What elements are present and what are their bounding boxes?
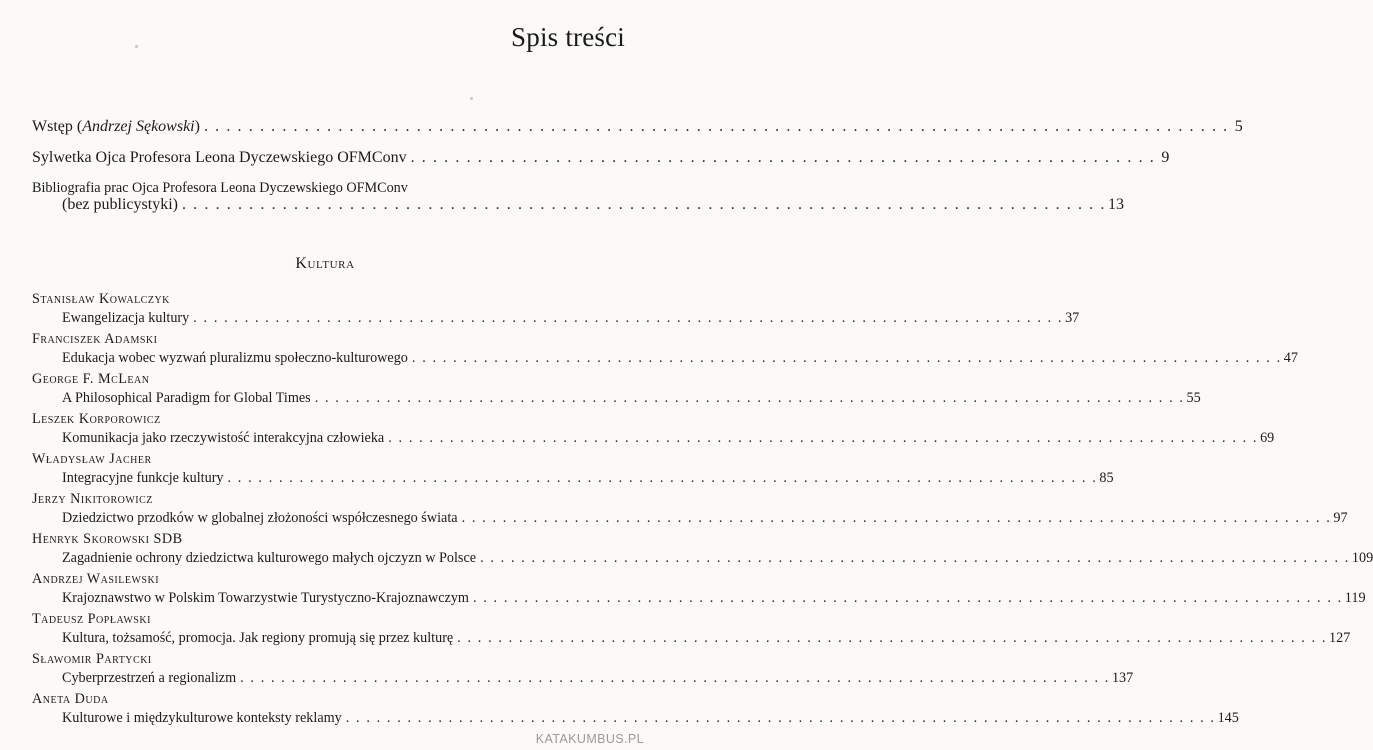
entry-author: Władysław Jacher <box>32 451 152 467</box>
entry-title: Kulturowe i międzykulturowe konteksty reklamy <box>62 710 342 726</box>
leader-dots: . . . . . . . . . . . . . . . . . . . . . . . . . . . . . . . . . . . . . . . . . . . . . . . . . . . . . . . . . . . . . . . . . . . . . . . . . . . . . . . . . . . . . <box>240 670 1110 686</box>
toc-entry <box>62 630 1351 647</box>
toc-entry <box>62 350 1298 367</box>
leader-dots: . . . . . . . . . . . . . . . . . . . . . . . . . . . . . . . . . . . . . . . . . . . . . . . . . . . . . . . . . . . . . . . . . . . . . . . . . . . . . . . . . . . . . . . . . . . . <box>203 118 1229 135</box>
leader-dots: . . . . . . . . . . . . . . . . . . . . . . . . . . . . . . . . . . . . . . . . . . . . . . . . . . . . . . . . . . . . . . . . . . . . . . . . . . . . . . . . . . . . . <box>388 430 1259 446</box>
toc-entry-wstep <box>32 118 1243 135</box>
entry-author: Andrzej Sękowski <box>82 118 195 135</box>
leader-dots: . . . . . . . . . . . . . . . . . . . . . . . . . . . . . . . . . . . . . . . . . . . . . . . . . . . . . . . . . . . . . . . . . . . . . . . . . . . . . . . . . . . . . <box>227 470 1098 486</box>
section-heading: Kultura <box>295 255 355 272</box>
toc-entry <box>62 310 1080 327</box>
page-number: 55 <box>1186 390 1201 406</box>
toc-entry <box>62 550 1373 567</box>
paper-speck <box>135 45 138 48</box>
leader-dots: . . . . . . . . . . . . . . . . . . . . . . . . . . . . . . . . . . . . . . . . . . . . . . . . . . . . . . . . . . . . . . . . . . . . . . . . . . . . . . . . . . . . . <box>411 350 1282 366</box>
toc-entry <box>62 470 1114 487</box>
entry-author: Leszek Korporowicz <box>32 411 161 427</box>
toc-entry-bibliografia-line1: Bibliografia prac Ojca Profesora Leona Dyczewskiego OFMConv <box>32 180 408 196</box>
entry-title: Kultura, tożsamość, promocja. Jak regiony promują się przez kulturę <box>62 630 454 646</box>
entry-author: Sławomir Partycki <box>32 651 152 667</box>
page-number: 145 <box>1217 710 1239 726</box>
leader-dots: . . . . . . . . . . . . . . . . . . . . . . . . . . . . . . . . . . . . . . . . . . . . . . . . . . . . . . . . . . . . . . . . . . . . . . . . . . . . . . . . . . . . . <box>314 390 1185 406</box>
paper-speck <box>470 97 473 100</box>
entry-title: Integracyjne funkcje kultury <box>62 470 224 486</box>
toc-entry <box>62 390 1201 407</box>
toc-entry <box>62 710 1239 727</box>
page-number: 9 <box>1161 149 1170 166</box>
entry-author: Franciszek Adamski <box>32 331 158 347</box>
leader-dots: . . . . . . . . . . . . . . . . . . . . . . . . . . . . . . . . . . . . . . . . . . . . . . . . . . . . . . . . . . . . . . . . . . . . . . . . . . . . . . . . . . . <box>181 196 1106 213</box>
entry-author: Stanisław Kowalczyk <box>32 291 170 307</box>
entry-author: Tadeusz Popławski <box>32 611 151 627</box>
leader-dots: . . . . . . . . . . . . . . . . . . . . . . . . . . . . . . . . . . . . . . . . . . . . . . . . . . . . . . . . . . . . . . . . . . . <box>410 149 1156 166</box>
entry-author: Andrzej Wasilewski <box>32 571 160 587</box>
toc-entry <box>62 670 1134 687</box>
entry-author: George F. McLean <box>32 371 150 387</box>
page-number: 97 <box>1333 510 1348 526</box>
toc-entry <box>62 510 1348 527</box>
entry-title: Cyberprzestrzeń a regionalizm <box>62 670 237 686</box>
page-number: 85 <box>1099 470 1114 486</box>
leader-dots: . . . . . . . . . . . . . . . . . . . . . . . . . . . . . . . . . . . . . . . . . . . . . . . . . . . . . . . . . . . . . . . . . . . . . . . . . . . . . . . . . . . . . <box>461 510 1332 526</box>
page-number: 13 <box>1107 196 1124 213</box>
entry-title: Dziedzictwo przodków w globalnej złożoności współczesnego świata <box>62 510 458 526</box>
leader-dots: . . . . . . . . . . . . . . . . . . . . . . . . . . . . . . . . . . . . . . . . . . . . . . . . . . . . . . . . . . . . . . . . . . . . . . . . . . . . . . . . . . . . . <box>480 550 1350 566</box>
page-number: 5 <box>1234 118 1243 135</box>
entry-title: Krajoznawstwo w Polskim Towarzystwie Turystyczno-Krajoznawczym <box>62 590 469 606</box>
toc-entry-bibliografia <box>62 196 1124 213</box>
page-title: Spis treści <box>511 22 625 52</box>
entry-title: (bez publicystyki) <box>62 196 178 213</box>
toc-entry <box>62 590 1366 607</box>
entry-title: Zagadnienie ochrony dziedzictwa kulturowego małych ojczyzn w Polsce <box>62 550 477 566</box>
entry-title: Wstęp (Andrzej Sękowski) <box>32 118 200 135</box>
entry-title: Edukacja wobec wyzwań pluralizmu społeczno-kulturowego <box>62 350 408 366</box>
page-number: 37 <box>1065 310 1080 326</box>
entry-title: A Philosophical Paradigm for Global Times <box>62 390 311 406</box>
toc-entry-sylwetka <box>32 149 1170 166</box>
leader-dots: . . . . . . . . . . . . . . . . . . . . . . . . . . . . . . . . . . . . . . . . . . . . . . . . . . . . . . . . . . . . . . . . . . . . . . . . . . . . . . . . . . . . . <box>457 630 1328 646</box>
leader-dots: . . . . . . . . . . . . . . . . . . . . . . . . . . . . . . . . . . . . . . . . . . . . . . . . . . . . . . . . . . . . . . . . . . . . . . . . . . . . . . . . . . . . . <box>345 710 1216 726</box>
page-number: 47 <box>1283 350 1298 366</box>
entry-author: Aneta Duda <box>32 691 109 707</box>
page-number: 127 <box>1329 630 1351 646</box>
entry-author: Henryk Skorowski SDB <box>32 531 183 547</box>
entry-title: Komunikacja jako rzeczywistość interakcyjna człowieka <box>62 430 385 446</box>
watermark: KATAKUMBUS.PL <box>535 732 644 746</box>
entry-title: Ewangelizacja kultury <box>62 310 190 326</box>
entry-author: Jerzy Nikitorowicz <box>32 491 153 507</box>
page-number: 137 <box>1111 670 1134 686</box>
page-number: 109 <box>1351 550 1373 566</box>
leader-dots: . . . . . . . . . . . . . . . . . . . . . . . . . . . . . . . . . . . . . . . . . . . . . . . . . . . . . . . . . . . . . . . . . . . . . . . . . . . . . . . . . . . . . <box>193 310 1064 326</box>
leader-dots: . . . . . . . . . . . . . . . . . . . . . . . . . . . . . . . . . . . . . . . . . . . . . . . . . . . . . . . . . . . . . . . . . . . . . . . . . . . . . . . . . . . . . <box>472 590 1343 606</box>
entry-title: Sylwetka Ojca Profesora Leona Dyczewskiego OFMConv <box>32 149 407 166</box>
toc-entry <box>62 430 1275 447</box>
page-number: 69 <box>1260 430 1275 446</box>
page-number: 119 <box>1344 590 1366 606</box>
